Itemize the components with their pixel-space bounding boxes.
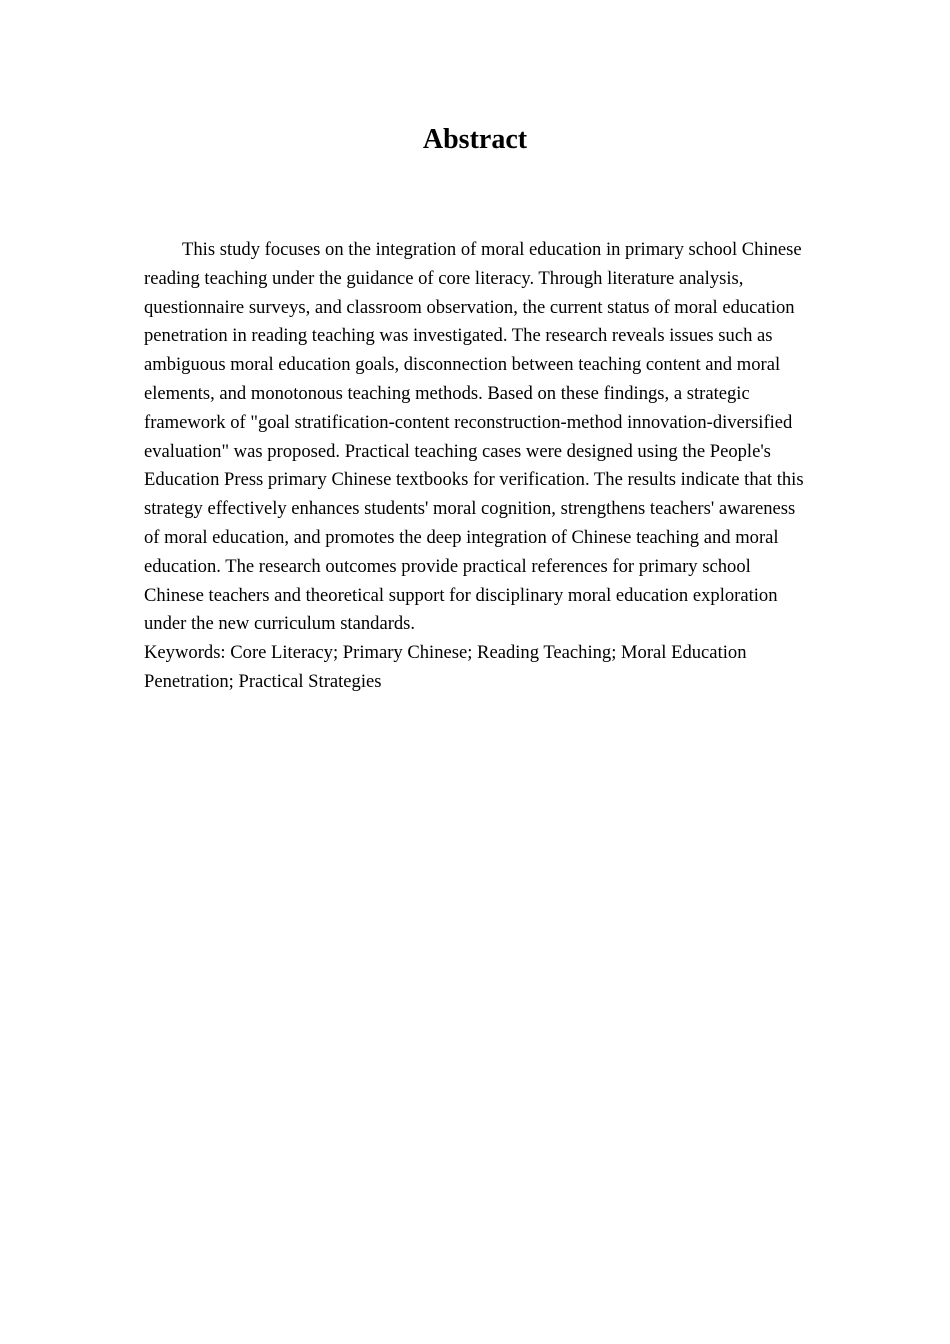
page-title: Abstract	[422, 124, 528, 155]
abstract-paragraph: This study focuses on the integration of moral education in primary school Chinese reading teaching under the guidance of core literacy. Through literature analysis, questionnaire surveys, and classroom observation, the current status of moral education penetration in reading teaching was investigated. The research reveals issues such as ambiguous moral education goals, disconnection between teaching content and moral elements, and monotonous teaching methods. Based on these findings, a strategic framework of "goal stratification-content reconstruction-method innovation-diversified evaluation" was proposed. Practical teaching cases were designed using the People's Education Press primary Chinese textbooks for verification. The results indicate that this strategy effectively enhances students' moral cognition, strengthens teachers' awareness of moral education, and promotes the deep integration of Chinese teaching and moral education. The research outcomes provide practical references for primary school Chinese teachers and theoretical support for disciplinary moral education exploration under the new curriculum standards.	[144, 239, 804, 635]
abstract-body	[144, 236, 812, 697]
keywords-line: Keywords: Core Literacy; Primary Chinese; Reading Teaching; Moral Education Penetration; Practical Strategies	[144, 642, 747, 692]
